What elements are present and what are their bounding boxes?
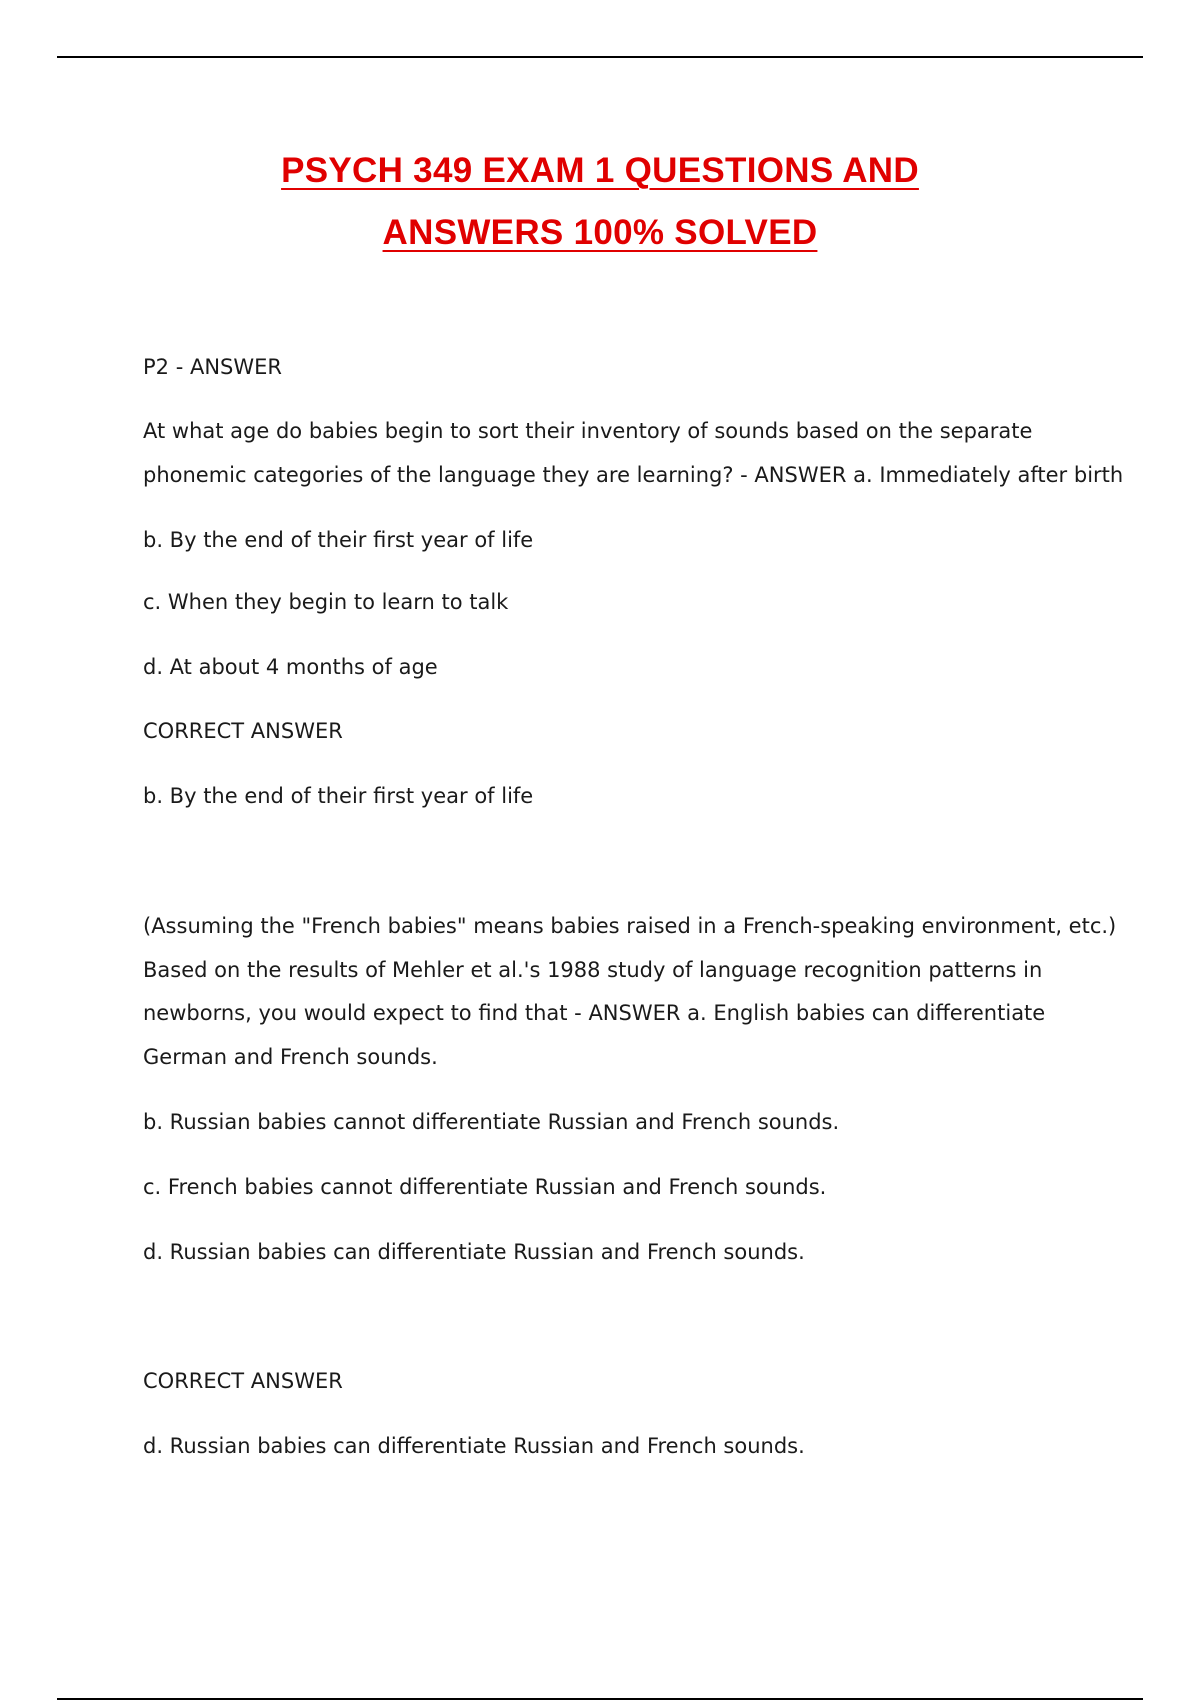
question-3-correct-answer: d. Russian babies can differentiate Russian and French sounds. <box>143 1434 805 1458</box>
question-2-correct-answer: b. By the end of their first year of life <box>143 784 534 808</box>
title-line-1: PSYCH 349 EXAM 1 QUESTIONS AND <box>281 151 919 190</box>
title-line-2: ANSWERS 100% SOLVED <box>382 213 818 252</box>
question-2-correct-label: CORRECT ANSWER <box>143 719 343 743</box>
question-2-option-d: d. At about 4 months of age <box>143 655 438 679</box>
question-3-correct-label: CORRECT ANSWER <box>143 1369 343 1393</box>
document-title <box>0 140 1200 264</box>
question-3-text-line-1: (Assuming the "French babies" means babies raised in a French-speaking environment, etc.) <box>143 914 1117 938</box>
question-3-text-line-2: Based on the results of Mehler et al.'s 1988 study of language recognition patterns in <box>143 958 1043 982</box>
question-2-option-b: b. By the end of their first year of life <box>143 528 534 552</box>
question-2-option-c: c. When they begin to learn to talk <box>143 590 509 614</box>
question-3-text-line-4: German and French sounds. <box>143 1045 438 1069</box>
question-3-option-c: c. French babies cannot differentiate Russian and French sounds. <box>143 1175 827 1199</box>
top-rule <box>57 56 1143 58</box>
question-3-text-line-3: newborns, you would expect to find that - ANSWER a. English babies can differentiate <box>143 1001 1046 1025</box>
question-2-text-line-1: At what age do babies begin to sort their inventory of sounds based on the separate <box>143 419 1033 443</box>
question-3-option-b: b. Russian babies cannot differentiate Russian and French sounds. <box>143 1110 840 1134</box>
question-2-text-line-2: phonemic categories of the language they are learning? - ANSWER a. Immediately after birth <box>143 463 1124 487</box>
question-3-option-d: d. Russian babies can differentiate Russian and French sounds. <box>143 1240 805 1264</box>
question-1-label: P2 - ANSWER <box>143 355 282 379</box>
